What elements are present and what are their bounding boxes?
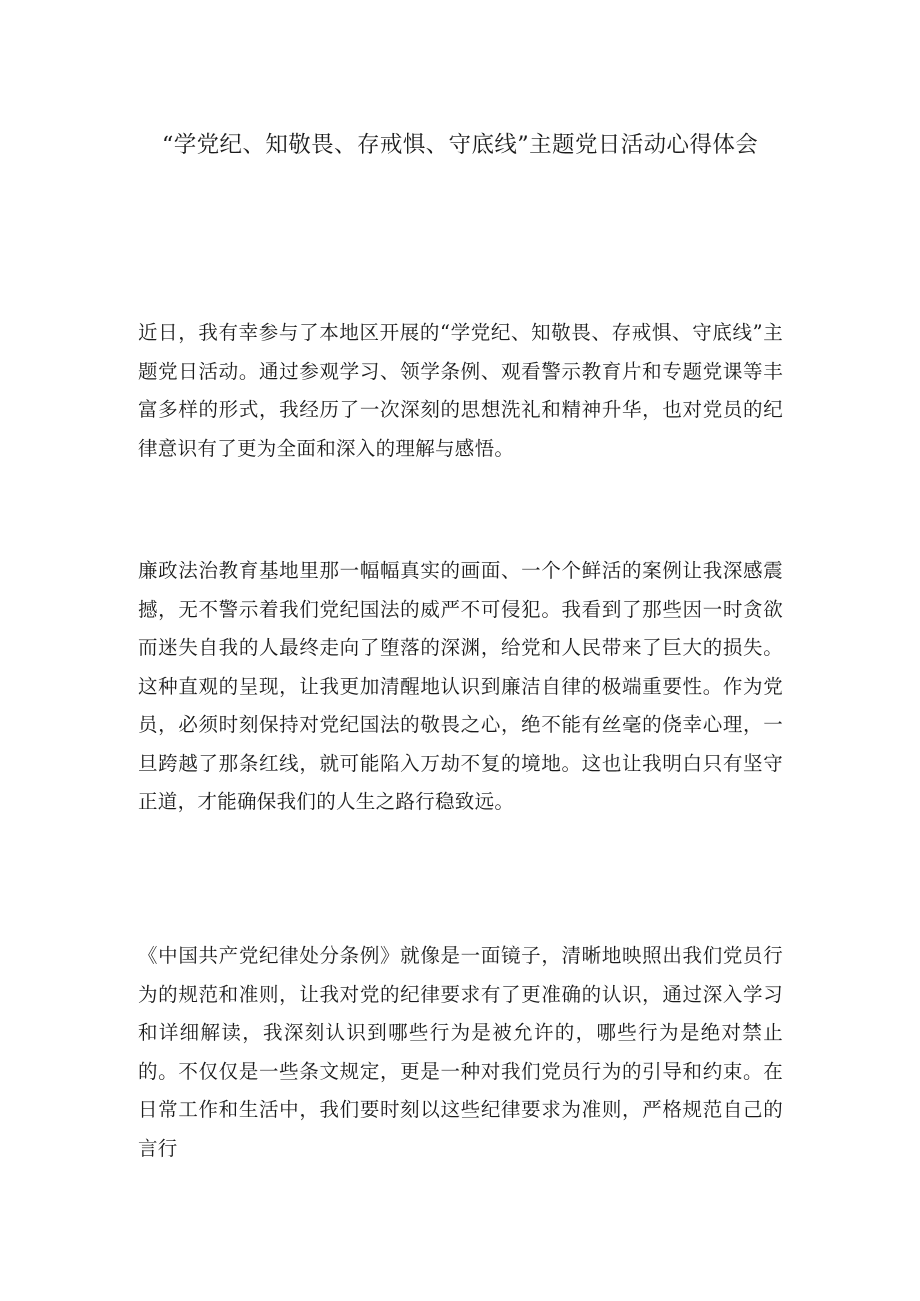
paragraph-3: 《中国共产党纪律处分条例》就像是一面镜子，清晰地映照出我们党员行为的规范和准则，让我对党的纪律要求有了更准确的认识，通过深入学习和详细解读，我深刻认识到哪些行为是被允许的，哪些行为是绝对禁止的。不仅仅是一些条文规定，更是一种对我们党员行为的引导和约束。在日常工作和生活中，我们要时刻以这些纪律要求为准则，严格规范自己的言行 <box>138 944 783 1160</box>
paragraph-1: 近日，我有幸参与了本地区开展的“学党纪、知敬畏、存戒惧、守底线”主题党日活动。通过参观学习、领学条例、观看警示教育片和专题党课等丰富多样的形式，我经历了一次深刻的思想洗礼和精神升华，也对党员的纪律意识有了更为全面和深入的理解与感悟。 <box>138 321 783 460</box>
paragraph-2: 廉政法治教育基地里那一幅幅真实的画面、一个个鲜活的案例让我深感震撼，无不警示着我们党纪国法的威严不可侵犯。我看到了那些因一时贪欲而迷失自我的人最终走向了堕落的深渊，给党和人民带来了巨大的损失。这种直观的呈现，让我更加清醒地认识到廉洁自律的极端重要性。作为党员，必须时刻保持对党纪国法的敬畏之心，绝不能有丝毫的侥幸心理，一旦跨越了那条红线，就可能陷入万劫不复的境地。这也让我明白只有坚守正道，才能确保我们的人生之路行稳致远。 <box>138 559 783 813</box>
document-title: “学党纪、知敬畏、存戒惧、守底线”主题党日活动心得体会 <box>161 132 759 158</box>
